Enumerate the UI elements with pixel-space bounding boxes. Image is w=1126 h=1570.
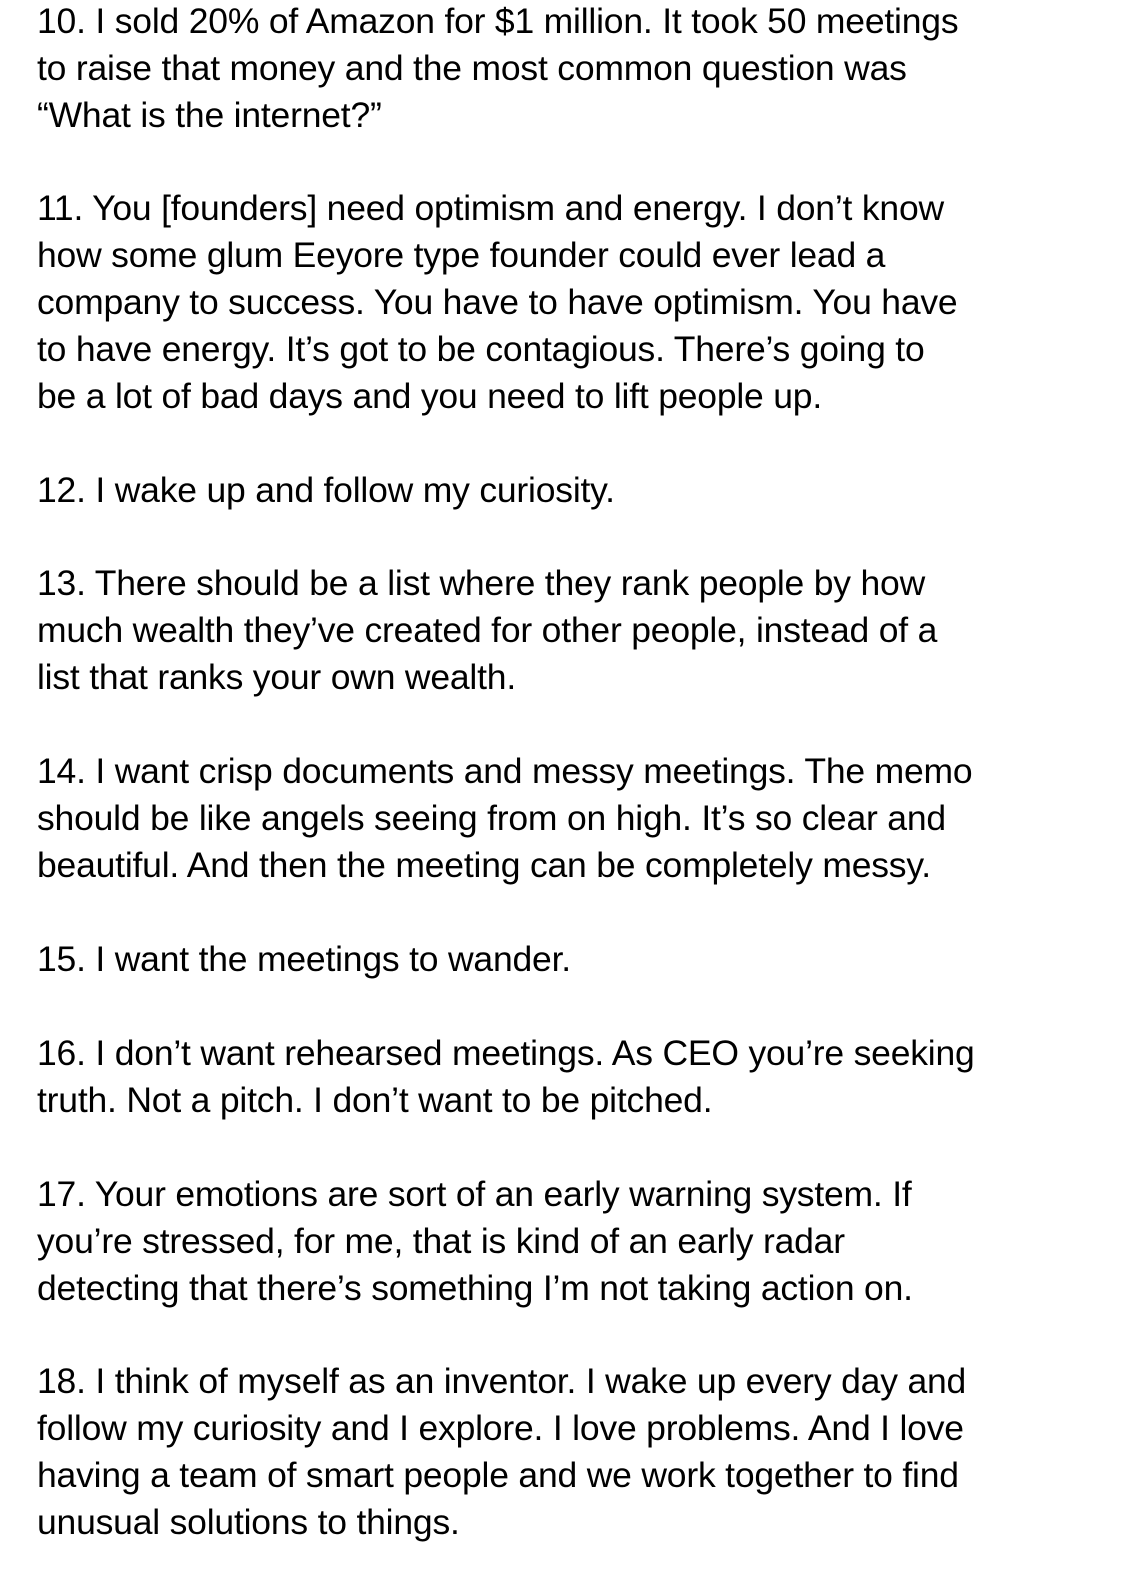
list-item-15: 15. I want the meetings to wander. [37, 939, 571, 979]
list-item-11: 11. You [founders] need optimism and energy. I don’t know how some glum Eeyore type founder could ever lead a company to success. You have to have optimism. You have to have energy. It’s got to be contagious. There’s going to be a lot of bad days and you need to lift people up. [37, 188, 958, 416]
list-item-13: 13. There should be a list where they rank people by how much wealth they’ve created for other people, instead of a list that ranks your own wealth. [37, 563, 938, 697]
list-item-18: 18. I think of myself as an inventor. I wake up every day and follow my curiosity and I explore. I love problems. And I love having a team of smart people and we work together to find unusual solutions to things. [37, 1361, 967, 1542]
list-item-12: 12. I wake up and follow my curiosity. [37, 470, 615, 510]
list-item-10: 10. I sold 20% of Amazon for $1 million. It took 50 meetings to raise that money and the most common question was “What is the internet?” [37, 1, 959, 135]
list-item-16: 16. I don’t want rehearsed meetings. As CEO you’re seeking truth. Not a pitch. I don’t want to be pitched. [37, 1033, 975, 1120]
list-item-17: 17. Your emotions are sort of an early warning system. If you’re stressed, for me, that is kind of an early radar detecting that there’s something I’m not taking action on. [37, 1174, 913, 1308]
list-item-14: 14. I want crisp documents and messy meetings. The memo should be like angels seeing from on high. It’s so clear and beautiful. And then the meeting can be completely messy. [37, 751, 973, 885]
